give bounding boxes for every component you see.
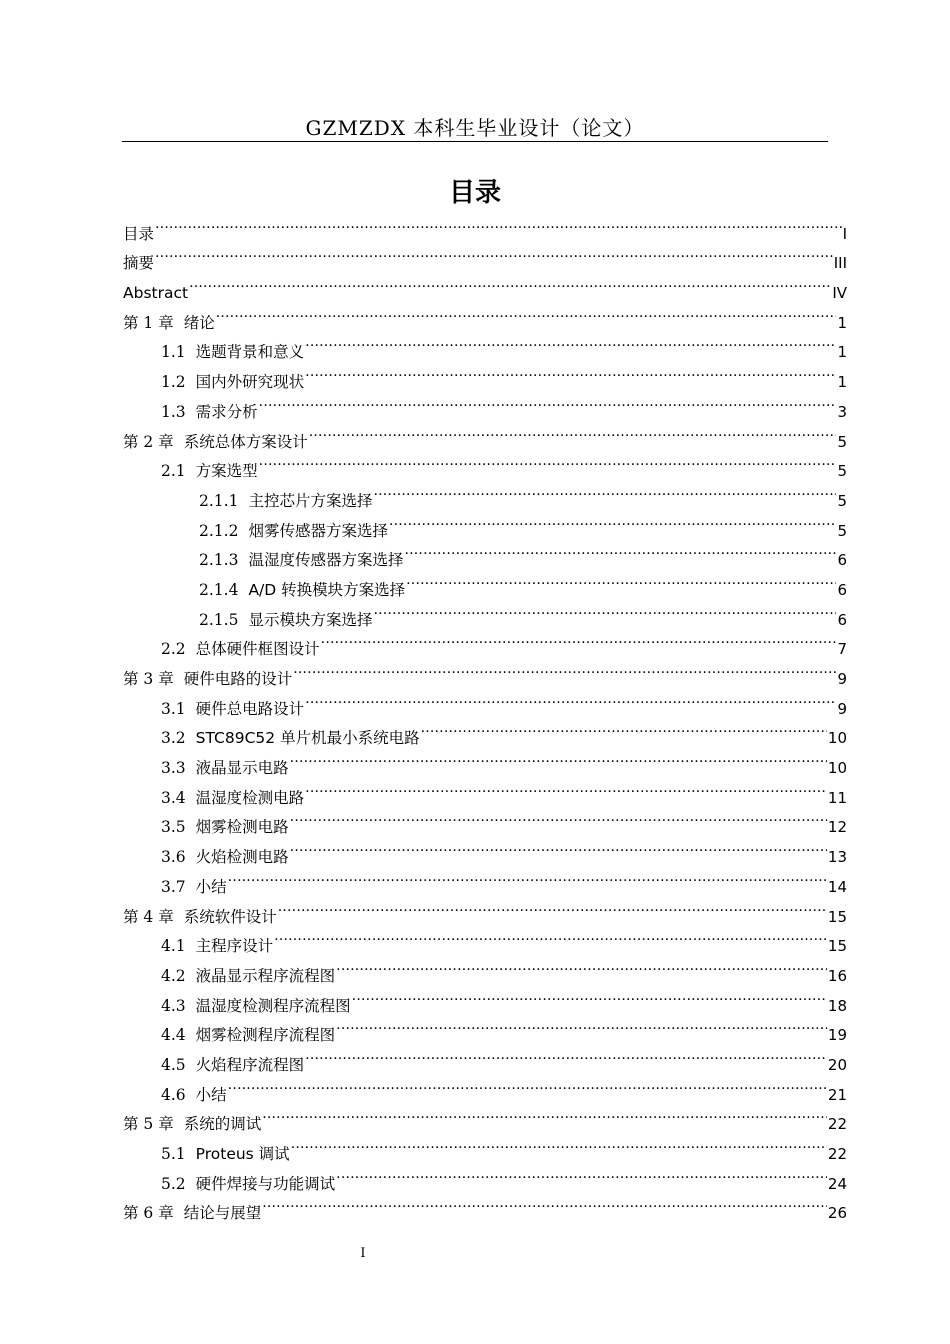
toc-entry-label: 主程序设计 [195,937,274,956]
dot-leader [290,803,827,833]
toc-entry-page: 1 [837,313,847,332]
toc-entry-page: III [833,254,847,273]
toc-entry-number: 2.1.4 [199,580,239,599]
toc-entry-page: 18 [827,996,847,1015]
toc-entry-label: 结论与展望 [183,1204,262,1223]
toc-entry-page: 10 [827,729,847,748]
toc-entry-number: 第 1 章 [123,313,174,332]
toc-entry[interactable] [123,328,847,362]
toc-entry-number: 3.4 [161,788,186,807]
dot-leader [404,536,836,566]
dot-leader [155,239,833,269]
header-divider [122,141,828,142]
toc-entry-number: 第 3 章 [123,670,174,688]
toc-entry-label: 需求分析 [195,402,258,421]
toc-entry-label: 烟雾检测电路 [195,818,289,837]
toc-entry-page: 24 [827,1174,847,1193]
dot-leader [293,654,836,684]
dot-leader [228,1070,827,1100]
toc-entry-page: 11 [827,788,847,807]
dot-leader [189,268,831,298]
toc-entry-label: Abstract [123,284,189,303]
dot-leader [259,387,837,417]
toc-entry-number: 3.1 [161,699,186,718]
toc-entry-page: 6 [837,610,847,629]
dot-leader [278,892,827,922]
toc-entry-label: 硬件电路的设计 [183,670,293,688]
toc-entry-label: 液晶显示程序流程图 [195,966,336,985]
toc-entry[interactable] [123,209,847,243]
toc-entry-page: IV [832,284,847,303]
toc-entry-number: 2.2 [161,640,186,659]
dot-leader [274,922,827,952]
toc-entry-label: 方案选型 [195,462,258,481]
toc-entry-label: 硬件总电路设计 [195,699,305,718]
dot-leader [216,298,837,328]
toc-entry-label: A/D 转换模块方案选择 [248,580,406,599]
toc-entry-page: 5 [837,521,847,540]
toc-entry-label: 系统总体方案设计 [183,432,308,451]
toc-entry-label: 小结 [195,877,227,896]
dot-leader [373,476,836,506]
toc-entry-page: 14 [827,877,847,896]
toc-entry-number: 4.6 [161,1085,186,1104]
dot-leader [262,1189,827,1219]
toc-entry-number: 2.1.1 [199,491,239,510]
dot-leader [305,357,836,387]
toc-entry-page: 7 [837,640,847,659]
dot-leader [305,1040,827,1070]
toc-entry-number: 4.4 [161,1026,186,1045]
dot-leader [290,743,827,773]
toc-entry-page: 9 [837,699,847,718]
toc-entry[interactable] [123,298,847,332]
dot-leader [305,328,836,358]
dot-leader [336,951,827,981]
toc-entry-page: 20 [827,1055,847,1074]
table-of-contents [123,209,847,1223]
toc-entry-label: 温湿度传感器方案选择 [248,551,404,570]
toc-entry-label: STC89C52 单片机最小系统电路 [195,729,420,748]
toc-entry-page: 12 [827,818,847,837]
dot-leader [336,1011,827,1041]
toc-entry-label: 小结 [195,1085,227,1104]
toc-entry-number: 第 4 章 [123,907,174,926]
toc-entry-number: 2.1.5 [199,610,239,629]
toc-entry-page: 26 [827,1204,847,1223]
toc-entry-number: 3.7 [161,877,186,896]
footer-page-number: I [360,1246,366,1261]
toc-entry-label: 主控芯片方案选择 [248,491,373,510]
toc-entry-label: 火焰检测电路 [195,848,289,867]
toc-entry[interactable] [123,862,847,896]
toc-entry-page: 21 [827,1085,847,1104]
toc-entry-number: 第 2 章 [123,432,174,451]
toc-entry-page: 9 [837,670,847,688]
toc-entry-number: 第 6 章 [123,1204,174,1223]
dot-leader [228,862,827,892]
toc-entry-page: 1 [837,373,847,392]
toc-entry-number: 4.1 [161,937,186,956]
dot-leader [321,625,837,655]
toc-entry-number: 5.2 [161,1174,186,1193]
toc-entry-label: 选题背景和意义 [195,343,305,362]
toc-entry-page: 13 [827,848,847,867]
toc-entry-label: 烟雾传感器方案选择 [248,521,388,540]
toc-entry-label: 温湿度检测程序流程图 [195,996,351,1015]
dot-leader [290,832,827,862]
toc-entry-page: 16 [827,966,847,985]
toc-entry-number: 2.1.3 [199,551,239,570]
toc-entry-label: 总体硬件框图设计 [195,640,320,659]
toc-entry-label: 显示模块方案选择 [248,610,373,629]
toc-entry-label: 硬件焊接与功能调试 [195,1174,336,1193]
toc-entry-number: 2.1.2 [199,521,239,540]
dot-leader [352,981,827,1011]
toc-entry-label: 系统的调试 [183,1115,262,1134]
dot-leader [305,684,836,714]
toc-entry-number: 4.2 [161,966,186,985]
dot-leader [421,714,827,744]
toc-entry-number: 3.6 [161,848,186,867]
toc-entry-page: 3 [837,402,847,421]
dot-leader [291,1129,827,1159]
toc-entry-label: 温湿度检测电路 [195,788,305,807]
toc-entry-page: 22 [827,1115,847,1134]
toc-entry-page: 5 [837,491,847,510]
toc-entry-page: 19 [827,1026,847,1045]
toc-entry-page: 15 [827,907,847,926]
toc-entry[interactable] [123,1100,847,1134]
toc-entry-page: 6 [837,551,847,570]
toc-entry-number: 2.1 [161,462,186,481]
running-header-title: GZMZDX 本科生毕业设计（论文） [305,116,645,140]
dot-leader [155,209,842,239]
toc-entry-label: 火焰程序流程图 [195,1055,305,1074]
toc-entry-page: 10 [827,759,847,778]
dot-leader [389,506,836,536]
toc-entry[interactable] [123,239,847,273]
toc-entry-label: 液晶显示电路 [195,759,289,778]
dot-leader [373,595,836,625]
toc-heading: 目录 [448,178,501,208]
toc-entry-page: 5 [837,432,847,451]
toc-entry-number: 1.2 [161,373,186,392]
toc-entry-page: 15 [827,937,847,956]
toc-entry[interactable] [123,892,847,926]
toc-entry-label: 绪论 [183,313,215,332]
toc-entry-number: 4.3 [161,996,186,1015]
dot-leader [259,447,837,477]
toc-entry-label: 目录 [123,224,155,243]
dot-leader [406,565,836,595]
toc-entry-number: 3.2 [161,729,186,748]
toc-entry-page: 22 [827,1145,847,1163]
toc-entry-page: 1 [837,343,847,362]
toc-entry-number: 1.1 [161,343,186,362]
toc-entry-number: 4.5 [161,1055,186,1074]
toc-entry-number: 第 5 章 [123,1115,174,1134]
toc-entry-number: 3.5 [161,818,186,837]
toc-entry-page: 6 [837,580,847,599]
dot-leader [262,1100,827,1130]
toc-entry[interactable] [123,268,847,303]
toc-entry-label: 国内外研究现状 [195,373,305,392]
toc-entry-label: 系统软件设计 [183,907,277,926]
toc-entry-page: 5 [837,462,847,481]
toc-entry[interactable] [123,1070,847,1104]
toc-entry-label: 摘要 [123,254,155,273]
toc-entry-page: I [842,224,847,243]
toc-entry-number: 1.3 [161,402,186,421]
dot-leader [305,773,827,803]
toc-entry-number: 3.3 [161,759,186,778]
toc-entry-label: 烟雾检测程序流程图 [195,1026,336,1045]
dot-leader [336,1159,827,1189]
dot-leader [309,417,837,447]
toc-entry-number: 5.1 [161,1145,186,1163]
toc-entry-label: Proteus 调试 [195,1145,290,1163]
